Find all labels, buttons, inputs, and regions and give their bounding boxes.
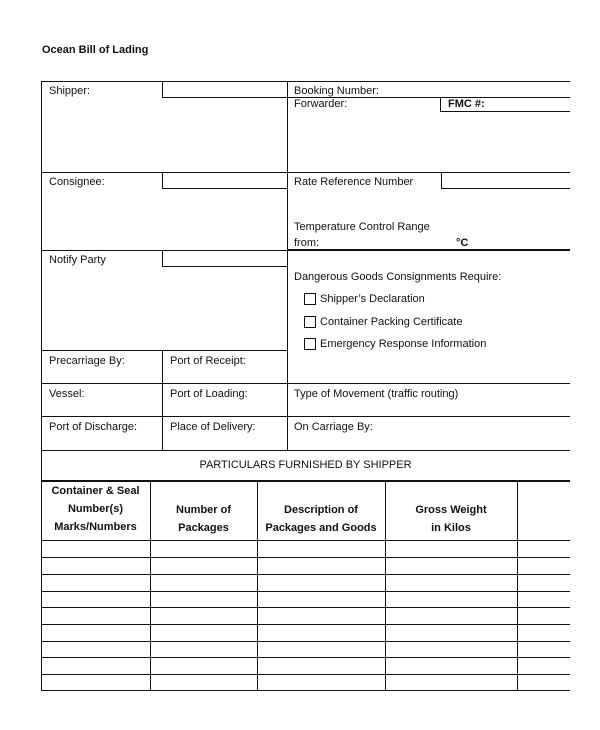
temperature-from-label: from:	[294, 237, 320, 249]
emergency-response-checkbox[interactable]	[304, 338, 316, 350]
table-row	[41, 690, 570, 691]
on-carriage-label: On Carriage By:	[294, 421, 373, 433]
table-row	[41, 540, 570, 541]
table-row	[41, 641, 570, 642]
temperature-range-label: Temperature Control Range	[294, 221, 430, 233]
col-header-container: Container & Seal Number(s) Marks/Numbers	[51, 485, 140, 533]
table-row	[41, 657, 570, 658]
emergency-response-label: Emergency Response Information	[320, 338, 487, 350]
table-row	[41, 574, 570, 575]
col-header-description: Description of Packages and Goods	[265, 504, 377, 534]
form-top-border	[41, 81, 570, 82]
dangerous-goods-label: Dangerous Goods Consignments Require:	[294, 271, 502, 283]
port-receipt-label: Port of Receipt:	[170, 355, 246, 367]
type-movement-label: Type of Movement (traffic routing)	[294, 388, 459, 400]
precarriage-label: Precarriage By:	[49, 355, 125, 367]
port-discharge-label: Port of Discharge:	[49, 421, 138, 433]
container-packing-label: Container Packing Certificate	[320, 316, 463, 328]
notify-party-label: Notify Party	[49, 254, 106, 266]
vessel-label: Vessel:	[49, 388, 85, 400]
rate-reference-label: Rate Reference Number	[294, 176, 414, 188]
temperature-unit: °C	[456, 237, 469, 249]
fmc-label: FMC #:	[448, 98, 485, 110]
col-header-weight: Gross Weight in Kilos	[415, 504, 487, 534]
table-row	[41, 624, 570, 625]
page-title: Ocean Bill of Lading	[42, 44, 149, 56]
shippers-declaration-checkbox[interactable]	[304, 293, 316, 305]
table-row	[41, 557, 570, 558]
col-header-packages: Number of Packages	[176, 504, 231, 534]
consignee-label: Consignee:	[49, 176, 105, 188]
booking-number-label: Booking Number:	[294, 85, 379, 97]
place-delivery-label: Place of Delivery:	[170, 421, 256, 433]
table-row	[41, 674, 570, 675]
table-row	[41, 607, 570, 608]
container-packing-checkbox[interactable]	[304, 316, 316, 328]
form-middle-divider	[287, 81, 288, 450]
table-row	[41, 591, 570, 592]
shippers-declaration-label: Shipper’s Declaration	[320, 293, 425, 305]
particulars-heading: PARTICULARS FURNISHED BY SHIPPER	[199, 459, 412, 471]
shipper-label: Shipper:	[49, 85, 90, 97]
port-loading-label: Port of Loading:	[170, 388, 248, 400]
forwarder-label: Forwarder:	[294, 98, 348, 110]
